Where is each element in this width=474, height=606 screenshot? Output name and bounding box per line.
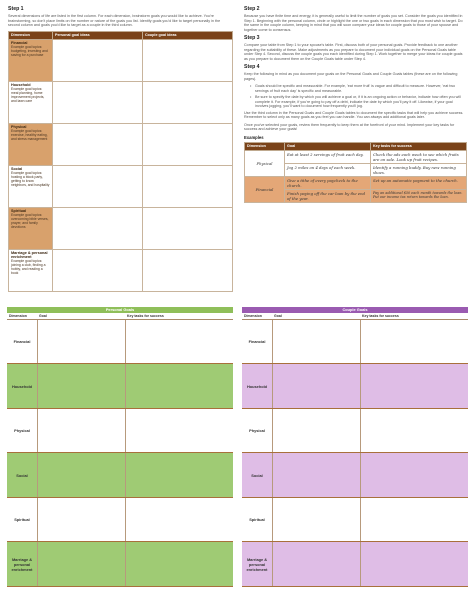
brainstorm-table	[8, 31, 233, 292]
personal-goals-header	[7, 313, 233, 320]
right-column	[244, 6, 466, 203]
goal-cell[interactable]	[37, 542, 125, 586]
dimension-label: Social	[16, 472, 28, 478]
goal-cell[interactable]	[37, 320, 125, 363]
header-goal: Goal	[285, 142, 371, 150]
header-dimension: Dimension	[9, 31, 53, 39]
header-couple-ideas: Couple goal ideas	[143, 31, 233, 39]
dimension-label: Marriage & personal enrichment	[246, 556, 268, 572]
dimension-label: Financial	[13, 339, 31, 344]
key-tasks-cell[interactable]	[125, 409, 233, 452]
goal-cell[interactable]	[37, 364, 125, 408]
goal-cell[interactable]	[37, 409, 125, 452]
example-tasks: Set up an automatic payment to the church.	[371, 176, 467, 189]
dimension-label: Physical	[249, 428, 265, 433]
step4-para2: Use the third column in the Personal Goals and Couple Goals tables to document the specific tasks that will help you achieve success. Remember to select only as many goals as you feel you can handle. You can always add additional goals later.	[244, 110, 464, 119]
brainstorm-row-marriage	[9, 249, 233, 291]
key-tasks-cell[interactable]	[125, 498, 233, 541]
dimension-example: Example goal topics: budgeting, investing and saving for a purchase	[11, 44, 48, 57]
couple-ideas-cell[interactable]	[143, 207, 233, 249]
step4-bullet: • Be sure to specify the date by which you will achieve a goal or, if it is an ongoing action or behavior, indicate how often you will complete it. For example, if you're going to pay off a debt, indicate the date by which you'll pay it off. Likewise, if your goal involves jogging, you'll want to document how frequently you'll jog.	[250, 95, 466, 109]
example-goal: Eat at least 2 servings of fruit each day.	[285, 150, 371, 163]
brainstorm-row-financial	[9, 39, 233, 81]
left-column	[8, 6, 232, 292]
key-tasks-cell[interactable]	[125, 453, 233, 497]
step4-intro: Keep the following in mind as you document your goals on the Personal Goals and Couple Goals tables (these are on the following pages).	[244, 72, 458, 81]
brainstorm-row-spiritual	[9, 207, 233, 249]
example-row	[245, 176, 467, 189]
example-tasks: Identify a running buddy. Buy new running shoes.	[371, 163, 467, 176]
dimension-cell	[9, 249, 53, 291]
goal-cell[interactable]	[272, 453, 360, 497]
dimension-label: Physical	[14, 428, 30, 433]
examples-label: Examples	[244, 134, 264, 140]
dimension-cell	[9, 207, 53, 249]
key-tasks-cell[interactable]	[125, 320, 233, 363]
dimension-example: Example goal topics: exercise, healthy eating, and stress management	[11, 128, 48, 141]
header-key-tasks: Key tasks for success	[371, 142, 467, 150]
dimension-name: Household	[11, 82, 31, 87]
dimension-cell	[9, 123, 53, 165]
header-dimension: Dimension	[245, 142, 285, 150]
step4-bullet: • Goals should be specific and measurable. For example, 'eat more fruit' is vague and difficult to measure. However, 'eat two servings of fruit each day' is specific and measurable.	[250, 84, 466, 93]
header-personal-ideas: Personal goal ideas	[53, 31, 143, 39]
dimension-cell	[9, 39, 53, 81]
dimension-name: Marriage & personal enrichment	[11, 250, 48, 259]
couple-goal-row-financial	[242, 320, 468, 364]
personal-ideas-cell[interactable]	[53, 165, 143, 207]
brainstorm-row-physical	[9, 123, 233, 165]
dimension-example: Example goal topics: joining a club, finding a hobby, and reading a book	[11, 258, 46, 275]
example-dimension: Physical	[245, 150, 285, 176]
dimension-name: Social	[11, 166, 23, 171]
dimension-label: Household	[11, 383, 33, 389]
header-key-tasks: Key tasks for success	[362, 314, 399, 318]
step4-para3: Once you've selected your goals, review them frequently to keep them at the forefront of your mind. Implement your key tasks for success and achieve your goals!	[244, 122, 455, 131]
dimension-name: Physical	[11, 124, 27, 129]
examples-table	[244, 142, 467, 203]
couple-ideas-cell[interactable]	[143, 249, 233, 291]
dimension-example: Example goal topics: meal planning, home improvement projects, and lawn care	[11, 86, 45, 103]
header-dimension: Dimension	[244, 314, 262, 318]
brainstorm-row-social	[9, 165, 233, 207]
couple-goals-title: Couple Goals	[242, 307, 468, 313]
couple-ideas-cell[interactable]	[143, 165, 233, 207]
dimension-label: Household	[246, 383, 268, 389]
header-key-tasks: Key tasks for success	[127, 314, 164, 318]
key-tasks-cell[interactable]	[360, 498, 468, 541]
step1-heading: Step 1	[8, 6, 24, 12]
couple-goal-row-household	[242, 364, 468, 409]
key-tasks-cell[interactable]	[125, 542, 233, 586]
example-dimension: Financial	[245, 176, 285, 202]
personal-ideas-cell[interactable]	[53, 207, 143, 249]
step2-text: Because you have finite time and energy, it is generally useful to limit the number of goals you set. Consider the goals you identified in Step 1. Beginning with the personal column, circle or highlight the one or two goals in each dimension that you most wish to target. Do the same in the couple column, keeping in mind that you will soon compare your ideas for couple goals to those of your spouse and together come to consensus.	[244, 14, 463, 32]
dimension-name: Financial	[11, 40, 28, 45]
dimension-cell	[9, 165, 53, 207]
dimension-example: Example goal topics: hosting a block party, getting to know neighbors, and hospitality	[11, 170, 50, 187]
key-tasks-cell[interactable]	[125, 364, 233, 408]
personal-ideas-cell[interactable]	[53, 39, 143, 81]
examples-header-row	[245, 142, 467, 150]
step2-heading: Step 2	[244, 6, 260, 12]
couple-goal-row-social	[242, 453, 468, 498]
goal-cell[interactable]	[272, 320, 360, 363]
dimension-label: Social	[251, 472, 263, 478]
key-tasks-cell[interactable]	[360, 453, 468, 497]
example-goal: Finish paying off the car loan by the end of the year.	[285, 189, 371, 202]
dimension-example: Example goal topics: overcoming bible verses, prayer, and family devotions	[11, 212, 49, 229]
couple-ideas-cell[interactable]	[143, 39, 233, 81]
personal-goals-title: Personal Goals	[7, 307, 233, 313]
example-goal: Jog 2 miles on 4 days of each week.	[285, 163, 371, 176]
key-tasks-cell[interactable]	[360, 364, 468, 408]
header-goal: Goal	[274, 314, 282, 318]
dimension-label: Spiritual	[14, 517, 30, 522]
key-tasks-cell[interactable]	[360, 409, 468, 452]
personal-goal-row-marriage	[7, 542, 233, 587]
goal-cell[interactable]	[272, 364, 360, 408]
personal-goal-row-social	[7, 453, 233, 498]
personal-ideas-cell[interactable]	[53, 249, 143, 291]
couple-ideas-cell[interactable]	[143, 81, 233, 123]
step4-heading: Step 4	[244, 64, 260, 70]
header-dimension: Dimension	[9, 314, 27, 318]
brainstorm-header-row	[9, 31, 233, 39]
header-goal: Goal	[39, 314, 47, 318]
dimension-cell	[9, 81, 53, 123]
dimension-label: Financial	[248, 339, 266, 344]
couple-goal-row-marriage	[242, 542, 468, 587]
goal-cell[interactable]	[272, 409, 360, 452]
goal-cell[interactable]	[272, 542, 360, 586]
example-goal: Give a tithe of every paycheck to the church.	[285, 176, 371, 189]
personal-ideas-cell[interactable]	[53, 81, 143, 123]
key-tasks-cell[interactable]	[360, 320, 468, 363]
step3-text: Compare your table from Step 1 to your spouse's table. First, discuss both of your personal goals. Provide feedback to one another regarding the suitability of these. Make adjustments as you prepare to document your individual goals on the Personal Goals table under Step 4. Second, discuss the couple goals you each identified during Step 1. Work together to merge your ideas for couple goals as you prepare to document them on the Couple Goals table under Step 4.	[244, 43, 463, 61]
step3-heading: Step 3	[244, 35, 260, 41]
personal-goal-row-financial	[7, 320, 233, 364]
goal-cell[interactable]	[37, 453, 125, 497]
personal-goal-row-household	[7, 364, 233, 409]
couple-ideas-cell[interactable]	[143, 123, 233, 165]
personal-goals-sheet	[7, 307, 233, 587]
couple-goal-row-spiritual	[242, 498, 468, 542]
couple-goals-header	[242, 313, 468, 320]
goal-cell[interactable]	[272, 498, 360, 541]
example-tasks: Check the ads each week to see which fruits are on sale. Look up fruit recipes.	[371, 150, 467, 163]
dimension-label: Spiritual	[249, 517, 265, 522]
brainstorm-row-household	[9, 81, 233, 123]
personal-ideas-cell[interactable]	[53, 123, 143, 165]
goal-cell[interactable]	[37, 498, 125, 541]
personal-goal-row-physical	[7, 409, 233, 453]
example-row	[245, 150, 467, 163]
couple-goals-sheet	[242, 307, 468, 587]
step1-text: Several dimensions of life are listed in the first column. For each dimension, brainstorm goals you would like to achieve. You're brainstorming, so don't place limits on the number or nature of the goals you list. Identify goals you'd like to target personally in the second column and goals you'd like to target as a couple in the third column.	[8, 14, 221, 27]
dimension-name: Spiritual	[11, 208, 27, 213]
dimension-label: Marriage & personal enrichment	[11, 556, 33, 572]
key-tasks-cell[interactable]	[360, 542, 468, 586]
example-tasks: Pay an additional $50 each month towards the loan. Put our income tax return towards the loan.	[371, 189, 467, 202]
couple-goal-row-physical	[242, 409, 468, 453]
personal-goal-row-spiritual	[7, 498, 233, 542]
